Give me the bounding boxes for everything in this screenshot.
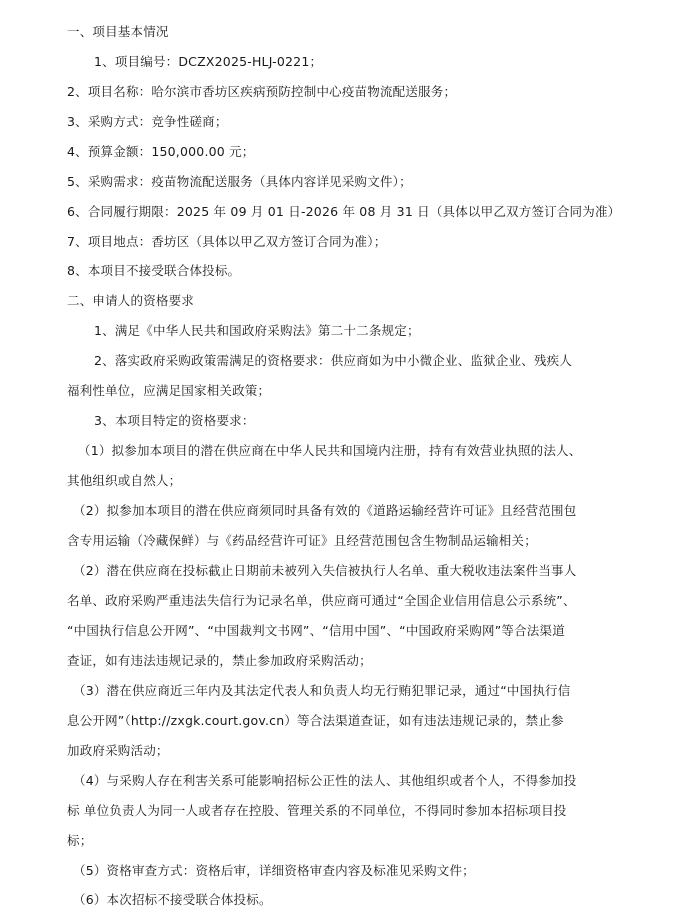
sub-requirement-5-line-2: 标 单位负责人为同一人或者存在控股、管理关系的不同单位，不得同时参加本招标项目投 (67, 803, 567, 818)
sub-requirement-3-line-3: “中国执行信息公开网”、“中国裁判文书网”、“信用中国”、“中国政府采购网”等合法渠道 (67, 623, 565, 638)
requirement-3: 3、本项目特定的资格要求： (94, 413, 255, 428)
section-heading-qualifications: 二、申请人的资格要求 (67, 293, 195, 308)
project-location: 7、项目地点：香坊区（具体以甲乙双方签订合同为准）； (67, 234, 387, 249)
sub-requirement-2-line-1: （2）拟参加本项目的潜在供应商须同时具备有效的《道路运输经营许可证》且经营范围包 (73, 503, 577, 518)
section-heading-basic-info: 一、项目基本情况 (67, 24, 169, 39)
requirement-2-line-2: 福利性单位，应满足国家相关政策； (67, 383, 271, 398)
sub-requirement-1-line-2: 其他组织或自然人； (67, 473, 182, 488)
budget-amount: 4、预算金额：150,000.00 元； (67, 144, 255, 159)
sub-requirement-1-line-1: （1）拟参加本项目的潜在供应商在中华人民共和国境内注册，持有有效营业执照的法人、 (78, 443, 582, 458)
requirement-1: 1、满足《中华人民共和国政府采购法》第二十二条规定； (94, 323, 420, 338)
no-consortium-note: 8、本项目不接受联合体投标。 (67, 263, 241, 278)
sub-requirement-3-line-2: 名单、政府采购严重违法失信行为记录名单，供应商可通过“全国企业信用信息公示系统”、 (67, 593, 576, 608)
sub-requirement-5-line-1: （4）与采购人存在利害关系可能影响招标公正性的法人、其他组织或者个人，不得参加投 (73, 773, 577, 788)
sub-requirement-4-line-1: （3）潜在供应商近三年内及其法定代表人和负责人均无行贿犯罪记录，通过“中国执行信 (73, 683, 571, 698)
sub-requirement-6: （5）资格审查方式：资格后审，详细资格审查内容及标准见采购文件； (73, 863, 475, 878)
sub-requirement-3-line-4: 查证，如有违法违规记录的，禁止参加政府采购活动； (67, 653, 372, 668)
sub-requirement-2-line-2: 含专用运输（冷藏保鲜）与《药品经营许可证》且经营范围包含生物制品运输相关； (67, 533, 537, 548)
sub-requirement-7: （6）本次招标不接受联合体投标。 (73, 892, 272, 907)
sub-requirement-5-line-3: 标； (67, 833, 93, 848)
requirement-2-line-1: 2、落实政府采购政策需满足的资格要求：供应商如为中小微企业、监狱企业、残疾人 (94, 353, 573, 368)
sub-requirement-4-line-2: 息公开网”（http://zxgk.court.gov.cn）等合法渠道查证，如有违法违规记录的，禁止参 (67, 713, 564, 728)
procurement-requirement: 5、采购需求：疫苗物流配送服务（具体内容详见采购文件）； (67, 174, 412, 189)
contract-period: 6、合同履行期限：2025 年 09 月 01 日-2026 年 08 月 31 日（具体以甲乙双方签订合同为准） (67, 204, 621, 219)
project-name: 2、项目名称：哈尔滨市香坊区疾病预防控制中心疫苗物流配送服务； (67, 84, 457, 99)
procurement-method: 3、采购方式：竞争性磋商； (67, 114, 228, 129)
sub-requirement-4-line-3: 加政府采购活动； (67, 743, 169, 758)
sub-requirement-3-line-1: （2）潜在供应商在投标截止日期前未被列入失信被执行人名单、重大税收违法案件当事人 (73, 563, 577, 578)
project-number: 1、项目编号：DCZX2025-HLJ-0221； (94, 54, 323, 69)
